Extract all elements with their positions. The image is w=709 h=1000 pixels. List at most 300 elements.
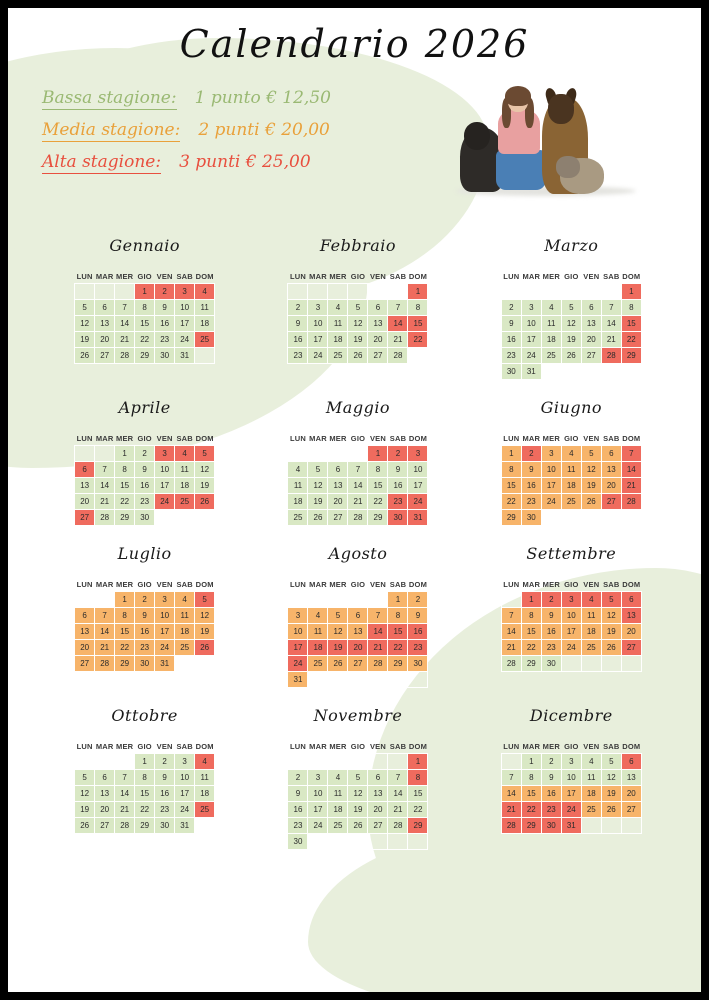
day-cell[interactable]: 24 [521,348,541,364]
day-cell[interactable]: 20 [368,332,388,348]
day-cell[interactable]: 17 [175,786,195,802]
day-cell[interactable]: 15 [408,316,428,332]
day-cell[interactable]: 18 [288,494,308,510]
day-cell[interactable]: 26 [348,818,368,834]
day-cell[interactable]: 21 [388,802,408,818]
day-cell[interactable]: 25 [195,802,215,818]
day-cell[interactable]: 29 [135,348,155,364]
day-cell[interactable]: 25 [581,802,601,818]
day-cell[interactable]: 18 [581,624,601,640]
day-cell[interactable]: 18 [175,624,195,640]
day-cell[interactable]: 22 [368,494,388,510]
day-cell[interactable]: 17 [175,316,195,332]
day-cell[interactable]: 24 [408,494,428,510]
day-cell[interactable]: 14 [115,786,135,802]
day-cell[interactable]: 8 [501,462,521,478]
day-cell[interactable]: 31 [521,364,541,380]
day-cell[interactable]: 31 [288,672,308,688]
day-cell[interactable]: 18 [195,316,215,332]
day-cell[interactable]: 30 [521,510,541,526]
day-cell[interactable]: 25 [195,332,215,348]
day-cell[interactable]: 12 [328,624,348,640]
day-cell[interactable]: 24 [175,802,195,818]
day-cell[interactable]: 22 [135,332,155,348]
day-cell[interactable]: 12 [581,462,601,478]
day-cell[interactable]: 11 [581,770,601,786]
day-cell[interactable]: 28 [115,348,135,364]
day-cell[interactable]: 9 [541,770,561,786]
day-cell[interactable]: 29 [501,510,521,526]
day-cell[interactable]: 20 [328,494,348,510]
day-cell[interactable]: 13 [75,478,95,494]
day-cell[interactable]: 18 [541,332,561,348]
day-cell[interactable]: 12 [195,462,215,478]
day-cell[interactable]: 16 [288,802,308,818]
day-cell[interactable]: 29 [521,818,541,834]
day-cell[interactable]: 14 [95,478,115,494]
day-cell[interactable]: 20 [368,802,388,818]
day-cell[interactable]: 19 [561,332,581,348]
day-cell[interactable]: 3 [521,300,541,316]
day-cell[interactable]: 10 [155,608,175,624]
day-cell[interactable]: 30 [155,348,175,364]
day-cell[interactable]: 27 [348,656,368,672]
day-cell[interactable]: 28 [368,656,388,672]
day-cell[interactable]: 23 [288,818,308,834]
day-cell[interactable]: 6 [368,770,388,786]
day-cell[interactable]: 16 [155,316,175,332]
day-cell[interactable]: 1 [135,284,155,300]
day-cell[interactable]: 11 [561,462,581,478]
day-cell[interactable]: 2 [155,284,175,300]
day-cell[interactable]: 23 [155,332,175,348]
day-cell[interactable]: 18 [581,786,601,802]
day-cell[interactable]: 3 [288,608,308,624]
day-cell[interactable]: 12 [561,316,581,332]
day-cell[interactable]: 24 [308,348,328,364]
day-cell[interactable]: 11 [328,786,348,802]
day-cell[interactable]: 17 [308,332,328,348]
day-cell[interactable]: 28 [501,656,521,672]
day-cell[interactable]: 27 [621,802,641,818]
day-cell[interactable]: 20 [75,640,95,656]
day-cell[interactable]: 19 [581,478,601,494]
day-cell[interactable]: 2 [135,446,155,462]
day-cell[interactable]: 27 [328,510,348,526]
day-cell[interactable]: 24 [541,494,561,510]
day-cell[interactable]: 9 [155,300,175,316]
day-cell[interactable]: 23 [288,348,308,364]
day-cell[interactable]: 8 [115,608,135,624]
day-cell[interactable]: 17 [408,478,428,494]
day-cell[interactable]: 12 [75,316,95,332]
day-cell[interactable]: 6 [621,754,641,770]
day-cell[interactable]: 4 [581,754,601,770]
day-cell[interactable]: 3 [308,300,328,316]
day-cell[interactable]: 21 [95,640,115,656]
day-cell[interactable]: 10 [408,462,428,478]
day-cell[interactable]: 13 [368,316,388,332]
day-cell[interactable]: 7 [368,608,388,624]
day-cell[interactable]: 16 [155,786,175,802]
day-cell[interactable]: 31 [561,818,581,834]
day-cell[interactable]: 13 [368,786,388,802]
day-cell[interactable]: 5 [601,754,621,770]
day-cell[interactable]: 3 [308,770,328,786]
day-cell[interactable]: 12 [348,316,368,332]
day-cell[interactable]: 6 [581,300,601,316]
day-cell[interactable]: 20 [581,332,601,348]
day-cell[interactable]: 7 [601,300,621,316]
day-cell[interactable]: 5 [348,770,368,786]
day-cell[interactable]: 11 [328,316,348,332]
day-cell[interactable]: 14 [348,478,368,494]
day-cell[interactable]: 11 [195,300,215,316]
day-cell[interactable]: 24 [155,640,175,656]
day-cell[interactable]: 11 [581,608,601,624]
day-cell[interactable]: 3 [175,284,195,300]
day-cell[interactable]: 29 [408,818,428,834]
day-cell[interactable]: 20 [601,478,621,494]
day-cell[interactable]: 31 [155,656,175,672]
day-cell[interactable]: 28 [621,494,641,510]
day-cell[interactable]: 24 [561,640,581,656]
day-cell[interactable]: 8 [115,462,135,478]
day-cell[interactable]: 10 [308,786,328,802]
day-cell[interactable]: 3 [561,754,581,770]
day-cell[interactable]: 30 [501,364,521,380]
day-cell[interactable]: 9 [288,316,308,332]
day-cell[interactable]: 14 [501,786,521,802]
day-cell[interactable]: 7 [115,770,135,786]
day-cell[interactable]: 14 [115,316,135,332]
day-cell[interactable]: 1 [621,284,641,300]
day-cell[interactable]: 16 [288,332,308,348]
day-cell[interactable]: 15 [501,478,521,494]
day-cell[interactable]: 28 [95,656,115,672]
day-cell[interactable]: 22 [621,332,641,348]
day-cell[interactable]: 8 [388,608,408,624]
day-cell[interactable]: 3 [155,592,175,608]
day-cell[interactable]: 26 [308,510,328,526]
day-cell[interactable]: 3 [541,446,561,462]
day-cell[interactable]: 19 [601,624,621,640]
day-cell[interactable]: 1 [408,754,428,770]
day-cell[interactable]: 14 [621,462,641,478]
day-cell[interactable]: 24 [288,656,308,672]
day-cell[interactable]: 20 [348,640,368,656]
day-cell[interactable]: 19 [308,494,328,510]
day-cell[interactable]: 29 [521,656,541,672]
day-cell[interactable]: 17 [561,786,581,802]
day-cell[interactable]: 7 [501,770,521,786]
day-cell[interactable]: 29 [115,656,135,672]
day-cell[interactable]: 2 [155,754,175,770]
day-cell[interactable]: 7 [348,462,368,478]
day-cell[interactable]: 23 [501,348,521,364]
day-cell[interactable]: 2 [521,446,541,462]
day-cell[interactable]: 1 [368,446,388,462]
day-cell[interactable]: 30 [388,510,408,526]
day-cell[interactable]: 2 [135,592,155,608]
day-cell[interactable]: 9 [521,462,541,478]
day-cell[interactable]: 4 [328,770,348,786]
day-cell[interactable]: 29 [368,510,388,526]
day-cell[interactable]: 13 [621,608,641,624]
day-cell[interactable]: 15 [115,478,135,494]
day-cell[interactable]: 16 [501,332,521,348]
day-cell[interactable]: 24 [308,818,328,834]
day-cell[interactable]: 1 [135,754,155,770]
day-cell[interactable]: 28 [388,348,408,364]
day-cell[interactable]: 19 [195,624,215,640]
day-cell[interactable]: 9 [388,462,408,478]
day-cell[interactable]: 10 [175,300,195,316]
day-cell[interactable]: 8 [408,300,428,316]
day-cell[interactable]: 6 [601,446,621,462]
day-cell[interactable]: 15 [408,786,428,802]
day-cell[interactable]: 24 [155,494,175,510]
day-cell[interactable]: 17 [561,624,581,640]
day-cell[interactable]: 13 [328,478,348,494]
day-cell[interactable]: 14 [388,786,408,802]
day-cell[interactable]: 12 [601,770,621,786]
day-cell[interactable]: 5 [75,300,95,316]
day-cell[interactable]: 25 [561,494,581,510]
day-cell[interactable]: 30 [541,818,561,834]
day-cell[interactable]: 20 [95,332,115,348]
day-cell[interactable]: 15 [368,478,388,494]
day-cell[interactable]: 17 [288,640,308,656]
day-cell[interactable]: 4 [561,446,581,462]
day-cell[interactable]: 28 [501,818,521,834]
day-cell[interactable]: 21 [95,494,115,510]
day-cell[interactable]: 30 [408,656,428,672]
day-cell[interactable]: 31 [175,348,195,364]
day-cell[interactable]: 15 [135,786,155,802]
day-cell[interactable]: 27 [95,348,115,364]
day-cell[interactable]: 25 [175,494,195,510]
day-cell[interactable]: 19 [195,478,215,494]
day-cell[interactable]: 25 [175,640,195,656]
day-cell[interactable]: 16 [521,478,541,494]
day-cell[interactable]: 22 [521,640,541,656]
day-cell[interactable]: 10 [175,770,195,786]
day-cell[interactable]: 9 [155,770,175,786]
day-cell[interactable]: 21 [601,332,621,348]
day-cell[interactable]: 9 [501,316,521,332]
day-cell[interactable]: 3 [175,754,195,770]
day-cell[interactable]: 26 [601,640,621,656]
day-cell[interactable]: 6 [368,300,388,316]
day-cell[interactable]: 9 [541,608,561,624]
day-cell[interactable]: 15 [388,624,408,640]
day-cell[interactable]: 7 [115,300,135,316]
day-cell[interactable]: 14 [601,316,621,332]
day-cell[interactable]: 11 [541,316,561,332]
day-cell[interactable]: 18 [328,332,348,348]
day-cell[interactable]: 13 [75,624,95,640]
day-cell[interactable]: 22 [115,640,135,656]
day-cell[interactable]: 25 [541,348,561,364]
day-cell[interactable]: 4 [288,462,308,478]
day-cell[interactable]: 26 [195,494,215,510]
day-cell[interactable]: 3 [155,446,175,462]
day-cell[interactable]: 21 [115,802,135,818]
day-cell[interactable]: 25 [581,640,601,656]
day-cell[interactable]: 16 [541,624,561,640]
day-cell[interactable]: 26 [561,348,581,364]
day-cell[interactable]: 1 [521,754,541,770]
day-cell[interactable]: 15 [521,786,541,802]
day-cell[interactable]: 5 [561,300,581,316]
day-cell[interactable]: 17 [155,624,175,640]
day-cell[interactable]: 15 [521,624,541,640]
day-cell[interactable]: 1 [115,592,135,608]
day-cell[interactable]: 22 [115,494,135,510]
day-cell[interactable]: 8 [521,608,541,624]
day-cell[interactable]: 9 [135,462,155,478]
day-cell[interactable]: 23 [135,494,155,510]
day-cell[interactable]: 23 [521,494,541,510]
day-cell[interactable]: 23 [408,640,428,656]
day-cell[interactable]: 20 [95,802,115,818]
day-cell[interactable]: 7 [95,608,115,624]
day-cell[interactable]: 28 [601,348,621,364]
day-cell[interactable]: 21 [115,332,135,348]
day-cell[interactable]: 29 [135,818,155,834]
day-cell[interactable]: 9 [135,608,155,624]
day-cell[interactable]: 10 [308,316,328,332]
day-cell[interactable]: 12 [308,478,328,494]
day-cell[interactable]: 26 [601,802,621,818]
day-cell[interactable]: 14 [388,316,408,332]
day-cell[interactable]: 29 [115,510,135,526]
day-cell[interactable]: 25 [328,818,348,834]
day-cell[interactable]: 16 [135,624,155,640]
day-cell[interactable]: 16 [388,478,408,494]
day-cell[interactable]: 6 [75,608,95,624]
day-cell[interactable]: 11 [308,624,328,640]
day-cell[interactable]: 8 [135,770,155,786]
day-cell[interactable]: 19 [348,802,368,818]
day-cell[interactable]: 8 [408,770,428,786]
day-cell[interactable]: 29 [388,656,408,672]
day-cell[interactable]: 27 [581,348,601,364]
day-cell[interactable]: 31 [408,510,428,526]
day-cell[interactable]: 21 [368,640,388,656]
day-cell[interactable]: 22 [521,802,541,818]
day-cell[interactable]: 19 [75,802,95,818]
day-cell[interactable]: 12 [195,608,215,624]
day-cell[interactable]: 1 [501,446,521,462]
day-cell[interactable]: 20 [75,494,95,510]
day-cell[interactable]: 14 [95,624,115,640]
day-cell[interactable]: 23 [388,494,408,510]
day-cell[interactable]: 27 [75,510,95,526]
day-cell[interactable]: 12 [75,786,95,802]
day-cell[interactable]: 9 [288,786,308,802]
day-cell[interactable]: 21 [348,494,368,510]
day-cell[interactable]: 24 [175,332,195,348]
day-cell[interactable]: 7 [621,446,641,462]
day-cell[interactable]: 6 [75,462,95,478]
day-cell[interactable]: 27 [95,818,115,834]
day-cell[interactable]: 13 [95,316,115,332]
day-cell[interactable]: 19 [328,640,348,656]
day-cell[interactable]: 17 [308,802,328,818]
day-cell[interactable]: 6 [348,608,368,624]
day-cell[interactable]: 2 [288,770,308,786]
day-cell[interactable]: 14 [501,624,521,640]
day-cell[interactable]: 27 [601,494,621,510]
day-cell[interactable]: 16 [408,624,428,640]
day-cell[interactable]: 5 [195,592,215,608]
day-cell[interactable]: 28 [348,510,368,526]
day-cell[interactable]: 9 [408,608,428,624]
day-cell[interactable]: 26 [348,348,368,364]
day-cell[interactable]: 22 [408,802,428,818]
day-cell[interactable]: 12 [348,786,368,802]
day-cell[interactable]: 15 [135,316,155,332]
day-cell[interactable]: 12 [601,608,621,624]
day-cell[interactable]: 28 [388,818,408,834]
day-cell[interactable]: 21 [501,802,521,818]
day-cell[interactable]: 4 [308,608,328,624]
day-cell[interactable]: 30 [541,656,561,672]
day-cell[interactable]: 19 [601,786,621,802]
day-cell[interactable]: 22 [388,640,408,656]
day-cell[interactable]: 2 [501,300,521,316]
day-cell[interactable]: 8 [621,300,641,316]
day-cell[interactable]: 20 [621,786,641,802]
day-cell[interactable]: 2 [541,592,561,608]
day-cell[interactable]: 18 [561,478,581,494]
day-cell[interactable]: 30 [135,656,155,672]
day-cell[interactable]: 7 [388,300,408,316]
day-cell[interactable]: 2 [388,446,408,462]
day-cell[interactable]: 23 [541,802,561,818]
day-cell[interactable]: 8 [368,462,388,478]
day-cell[interactable]: 10 [521,316,541,332]
day-cell[interactable]: 1 [115,446,135,462]
day-cell[interactable]: 31 [175,818,195,834]
day-cell[interactable]: 10 [541,462,561,478]
day-cell[interactable]: 10 [561,608,581,624]
day-cell[interactable]: 5 [348,300,368,316]
day-cell[interactable]: 30 [288,834,308,850]
day-cell[interactable]: 26 [195,640,215,656]
day-cell[interactable]: 2 [541,754,561,770]
day-cell[interactable]: 3 [561,592,581,608]
day-cell[interactable]: 13 [95,786,115,802]
day-cell[interactable]: 22 [135,802,155,818]
day-cell[interactable]: 7 [501,608,521,624]
day-cell[interactable]: 7 [95,462,115,478]
day-cell[interactable]: 4 [175,592,195,608]
day-cell[interactable]: 4 [328,300,348,316]
day-cell[interactable]: 21 [501,640,521,656]
day-cell[interactable]: 18 [328,802,348,818]
day-cell[interactable]: 22 [501,494,521,510]
day-cell[interactable]: 26 [75,348,95,364]
day-cell[interactable]: 30 [155,818,175,834]
day-cell[interactable]: 28 [115,818,135,834]
day-cell[interactable]: 25 [328,348,348,364]
day-cell[interactable]: 23 [135,640,155,656]
day-cell[interactable]: 22 [408,332,428,348]
day-cell[interactable]: 13 [601,462,621,478]
